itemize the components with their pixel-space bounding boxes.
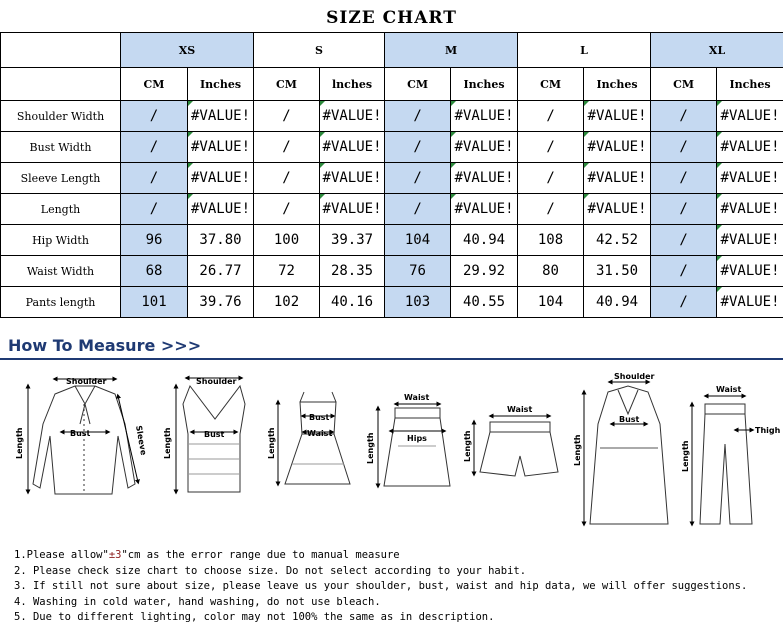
note-text: "cm as the error range due to manual measure bbox=[121, 549, 400, 561]
unit-header-inches: Inches bbox=[188, 68, 254, 101]
table-cell: #VALUE! bbox=[584, 101, 651, 132]
table-cell: / bbox=[518, 132, 584, 163]
table-row-pants-length bbox=[1, 287, 783, 318]
unit-header-cm: CM bbox=[518, 68, 584, 101]
measurement-diagrams bbox=[0, 364, 783, 542]
table-cell: 40.55 bbox=[451, 287, 518, 318]
size-header-l: L bbox=[518, 33, 651, 68]
unit-header-cm: CM bbox=[254, 68, 320, 101]
row-label: Waist Width bbox=[1, 256, 121, 287]
label-waist: Waist bbox=[404, 393, 430, 402]
row-label: Length bbox=[1, 194, 121, 225]
label-shoulder: Shoulder bbox=[66, 377, 107, 386]
table-cell: 72 bbox=[254, 256, 320, 287]
table-cell: / bbox=[385, 194, 451, 225]
size-table bbox=[0, 32, 783, 318]
size-header-xs: XS bbox=[121, 33, 254, 68]
table-cell: 39.37 bbox=[320, 225, 385, 256]
table-cell: 102 bbox=[254, 287, 320, 318]
table-cell: / bbox=[651, 287, 717, 318]
table-cell: / bbox=[651, 101, 717, 132]
label-waist: Waist bbox=[507, 405, 533, 414]
label-sleeve: Sleeve bbox=[134, 424, 149, 456]
table-cell: 40.16 bbox=[320, 287, 385, 318]
table-cell: 103 bbox=[385, 287, 451, 318]
corner-cell bbox=[1, 33, 121, 68]
table-cell: #VALUE! bbox=[717, 101, 783, 132]
note-text: 1.Please allow" bbox=[14, 549, 109, 561]
table-cell: #VALUE! bbox=[320, 101, 385, 132]
note-item: 3. If still not sure about size, please leave us your shoulder, bust, waist and hip data, we will offer suggestions. bbox=[14, 580, 748, 592]
label-hips: Hips bbox=[407, 434, 427, 443]
table-row-bust-width bbox=[1, 132, 783, 163]
table-cell: 29.92 bbox=[451, 256, 518, 287]
label-bust: Bust bbox=[619, 415, 640, 424]
table-cell: #VALUE! bbox=[320, 163, 385, 194]
size-header-xl: XL bbox=[651, 33, 783, 68]
table-cell: / bbox=[651, 194, 717, 225]
table-cell: #VALUE! bbox=[717, 194, 783, 225]
table-cell: #VALUE! bbox=[717, 132, 783, 163]
heading-divider bbox=[0, 358, 783, 360]
label-thigh: Thigh bbox=[755, 426, 781, 435]
table-cell: 96 bbox=[121, 225, 188, 256]
table-cell: #VALUE! bbox=[584, 132, 651, 163]
table-cell: 101 bbox=[121, 287, 188, 318]
label-bust: Bust bbox=[70, 429, 91, 438]
table-cell: / bbox=[518, 101, 584, 132]
table-cell: / bbox=[254, 163, 320, 194]
label-shoulder: Shoulder bbox=[614, 372, 655, 381]
table-cell: / bbox=[651, 163, 717, 194]
table-cell: #VALUE! bbox=[188, 132, 254, 163]
row-label: Shoulder Width bbox=[1, 101, 121, 132]
size-header-row bbox=[1, 33, 783, 68]
how-to-measure-heading: How To Measure >>> bbox=[8, 336, 202, 355]
chart-title: SIZE CHART bbox=[326, 8, 457, 28]
trousers-diagram bbox=[681, 385, 781, 524]
blouse-diagram bbox=[15, 377, 148, 494]
notes-list bbox=[14, 548, 747, 626]
table-cell: / bbox=[385, 163, 451, 194]
size-header-m: M bbox=[385, 33, 518, 68]
table-cell: / bbox=[651, 256, 717, 287]
table-cell: #VALUE! bbox=[717, 287, 783, 318]
label-length: Length bbox=[681, 440, 690, 472]
label-shoulder: Shoulder bbox=[196, 377, 237, 386]
table-cell: 104 bbox=[385, 225, 451, 256]
table-cell: #VALUE! bbox=[320, 132, 385, 163]
label-length: Length bbox=[463, 430, 472, 462]
table-cell: / bbox=[254, 132, 320, 163]
table-cell: 68 bbox=[121, 256, 188, 287]
label-length: Length bbox=[366, 432, 375, 464]
table-cell: #VALUE! bbox=[451, 132, 518, 163]
table-row-hip-width bbox=[1, 225, 783, 256]
table-cell: 104 bbox=[518, 287, 584, 318]
table-cell: / bbox=[385, 132, 451, 163]
unit-header-cm: CM bbox=[121, 68, 188, 101]
unit-header-row bbox=[1, 68, 783, 101]
table-cell: 31.50 bbox=[584, 256, 651, 287]
note-item: 2. Please check size chart to choose size. Do not select according to your habit. bbox=[14, 564, 527, 577]
table-cell: 37.80 bbox=[188, 225, 254, 256]
table-cell: 40.94 bbox=[584, 287, 651, 318]
unit-header-inches: Inches bbox=[717, 68, 783, 101]
label-waist: Waist bbox=[307, 429, 333, 438]
table-cell: #VALUE! bbox=[584, 163, 651, 194]
table-cell: / bbox=[651, 132, 717, 163]
coat-diagram bbox=[573, 372, 668, 524]
unit-header-inches: Inches bbox=[451, 68, 518, 101]
table-cell: #VALUE! bbox=[717, 163, 783, 194]
table-cell: #VALUE! bbox=[717, 256, 783, 287]
table-cell: #VALUE! bbox=[717, 225, 783, 256]
table-cell: #VALUE! bbox=[188, 101, 254, 132]
table-cell: 28.35 bbox=[320, 256, 385, 287]
dress-diagram bbox=[267, 392, 350, 484]
table-cell: / bbox=[254, 194, 320, 225]
table-cell: / bbox=[121, 132, 188, 163]
table-cell: / bbox=[651, 225, 717, 256]
table-cell: / bbox=[254, 101, 320, 132]
table-cell: #VALUE! bbox=[188, 163, 254, 194]
unit-header-inches: Inches bbox=[584, 68, 651, 101]
table-cell: #VALUE! bbox=[188, 194, 254, 225]
table-cell: / bbox=[121, 101, 188, 132]
unit-header-cm: CM bbox=[651, 68, 717, 101]
table-row-length bbox=[1, 194, 783, 225]
shorts-diagram bbox=[463, 405, 558, 476]
label-length: Length bbox=[267, 427, 276, 459]
label-length: Length bbox=[573, 434, 582, 466]
row-label: Bust Width bbox=[1, 132, 121, 163]
table-cell: 42.52 bbox=[584, 225, 651, 256]
note-item: 5. Due to different lighting, color may not 100% the same as in description. bbox=[14, 611, 495, 623]
table-cell: / bbox=[385, 101, 451, 132]
label-bust: Bust bbox=[309, 413, 330, 422]
table-cell: #VALUE! bbox=[451, 194, 518, 225]
table-cell: 39.76 bbox=[188, 287, 254, 318]
table-cell: #VALUE! bbox=[451, 101, 518, 132]
table-row-sleeve-length bbox=[1, 163, 783, 194]
corner-cell bbox=[1, 68, 121, 101]
table-cell: 108 bbox=[518, 225, 584, 256]
row-label: Hip Width bbox=[1, 225, 121, 256]
skirt-diagram bbox=[366, 393, 450, 486]
table-cell: 76 bbox=[385, 256, 451, 287]
size-header-s: S bbox=[254, 33, 385, 68]
note-item bbox=[14, 548, 747, 564]
table-cell: 40.94 bbox=[451, 225, 518, 256]
note-item: 4. Washing in cold water, hand washing, do not use bleach. bbox=[14, 595, 381, 608]
table-cell: #VALUE! bbox=[584, 194, 651, 225]
label-waist: Waist bbox=[716, 385, 742, 394]
label-length: Length bbox=[15, 427, 24, 459]
table-cell: / bbox=[518, 163, 584, 194]
table-cell: 100 bbox=[254, 225, 320, 256]
table-cell: / bbox=[121, 194, 188, 225]
table-cell: #VALUE! bbox=[320, 194, 385, 225]
table-cell: #VALUE! bbox=[451, 163, 518, 194]
table-cell: 80 bbox=[518, 256, 584, 287]
table-cell: / bbox=[518, 194, 584, 225]
label-bust: Bust bbox=[204, 430, 225, 439]
row-label: Sleeve Length bbox=[1, 163, 121, 194]
row-label: Pants length bbox=[1, 287, 121, 318]
table-cell: 26.77 bbox=[188, 256, 254, 287]
label-length: Length bbox=[163, 427, 172, 459]
vest-diagram bbox=[163, 377, 245, 492]
table-row-shoulder-width bbox=[1, 101, 783, 132]
table-cell: / bbox=[121, 163, 188, 194]
table-row-waist-width bbox=[1, 256, 783, 287]
unit-header-inches: lnches bbox=[320, 68, 385, 101]
tolerance-value: ±3 bbox=[108, 549, 122, 561]
unit-header-cm: CM bbox=[385, 68, 451, 101]
